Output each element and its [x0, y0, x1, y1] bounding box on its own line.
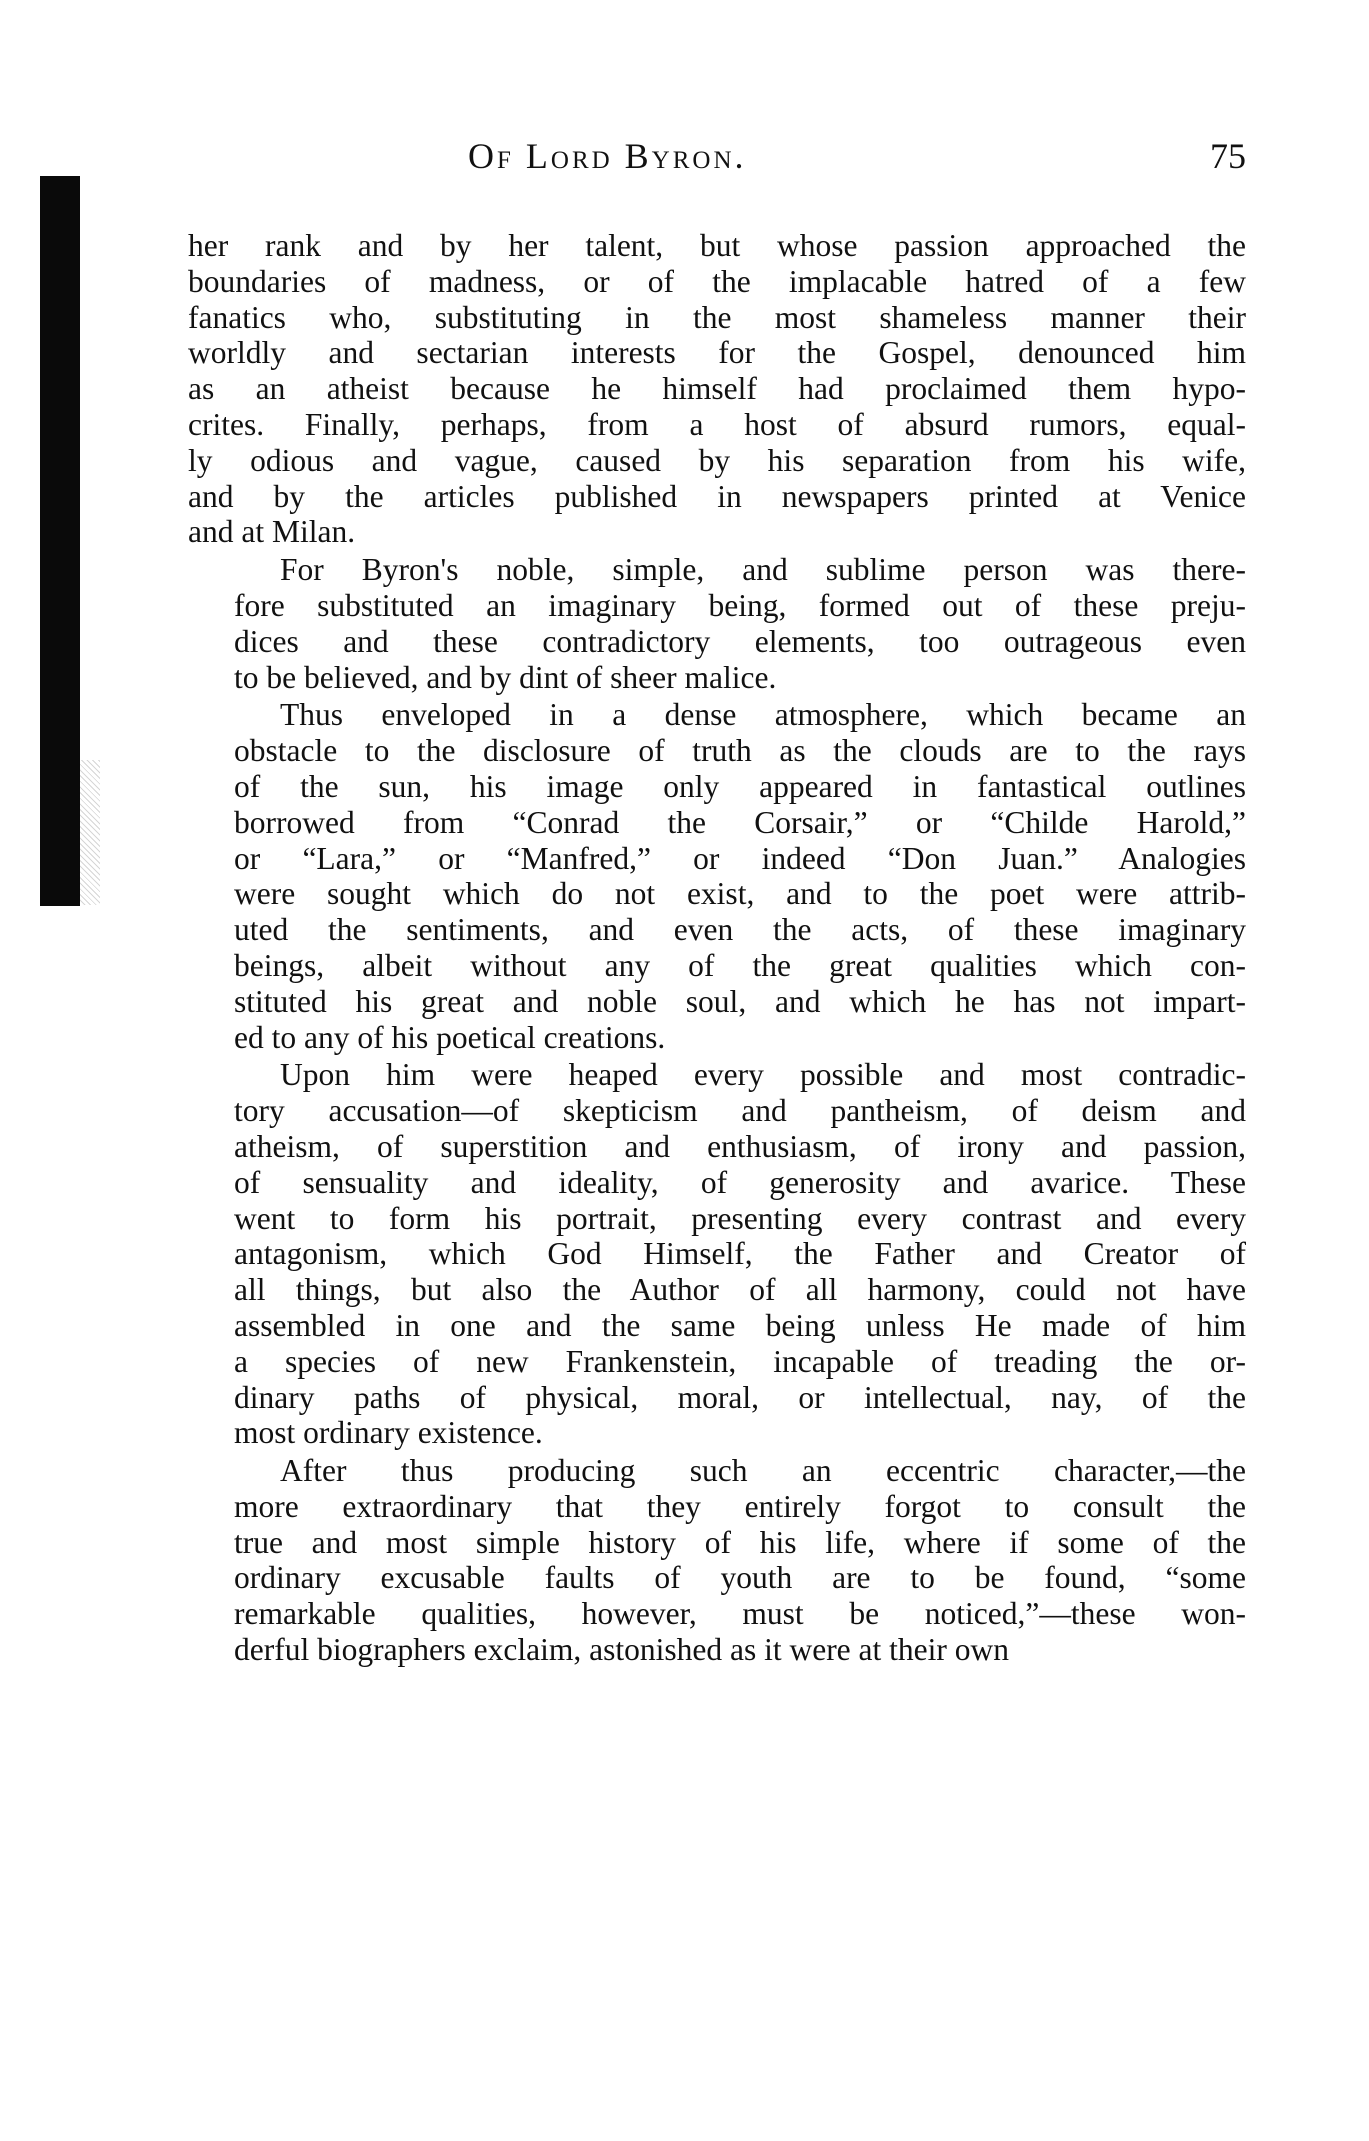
text-line: as an atheist because he himself had proclaimed them hypo-	[188, 371, 1246, 407]
running-title: Of Lord Byron.	[468, 136, 747, 176]
text-line: atheism, of superstition and enthusiasm, of irony and passion,	[234, 1128, 1246, 1164]
text-line: Thus enveloped in a dense atmosphere, which became an	[280, 697, 1246, 733]
text-line: ly odious and vague, caused by his separation from his wife,	[188, 442, 1246, 478]
text-line: fanatics who, substituting in the most shameless manner their	[188, 299, 1246, 335]
text-line: uted the sentiments, and even the acts, of these imaginary	[234, 912, 1246, 948]
page-header	[188, 135, 1246, 179]
text-line: were sought which do not exist, and to the poet were attrib-	[234, 876, 1246, 912]
text-line: beings, albeit without any of the great qualities which con-	[234, 947, 1246, 983]
text-line: of sensuality and ideality, of generosity and avarice. These	[234, 1164, 1246, 1200]
page-number: 75	[1210, 136, 1246, 176]
text-line: dices and these contradictory elements, too outrageous even	[234, 623, 1246, 659]
text-line: and by the articles published in newspapers printed at Venice	[188, 478, 1246, 514]
text-line: Upon him were heaped every possible and most contradic-	[280, 1057, 1246, 1093]
paragraph	[188, 1057, 1246, 1451]
text-line: borrowed from “Conrad the Corsair,” or “Childe Harold,”	[234, 804, 1246, 840]
text-line: obstacle to the disclosure of truth as the clouds are to the rays	[234, 733, 1246, 769]
text-line: to be believed, and by dint of sheer malice.	[234, 659, 777, 695]
text-line: true and most simple history of his life, where if some of the	[234, 1524, 1246, 1560]
text-line: derful biographers exclaim, astonished as it were at their own	[234, 1632, 1009, 1668]
text-line: stituted his great and noble soul, and which he has not impart-	[234, 983, 1246, 1019]
paragraph	[188, 552, 1246, 695]
text-line: worldly and sectarian interests for the Gospel, denounced him	[188, 335, 1246, 371]
text-line: boundaries of madness, or of the implacable hatred of a few	[188, 263, 1246, 299]
text-line: of the sun, his image only appeared in fantastical outlines	[234, 768, 1246, 804]
scan-binding-edge	[40, 176, 80, 906]
text-line: fore substituted an imaginary being, formed out of these preju-	[234, 587, 1246, 623]
text-line: crites. Finally, perhaps, from a host of absurd rumors, equal-	[188, 406, 1246, 442]
paragraph	[188, 228, 1246, 550]
text-line: tory accusation—of skepticism and pantheism, of deism and	[234, 1093, 1246, 1129]
text-line: her rank and by her talent, but whose passion approached the	[188, 228, 1246, 263]
text-line: or “Lara,” or “Manfred,” or indeed “Don Juan.” Analogies	[234, 840, 1246, 876]
text-line: For Byron's noble, simple, and sublime person was there-	[280, 552, 1246, 588]
text-line: ordinary excusable faults of youth are to be found, “some	[234, 1560, 1246, 1596]
text-line: ed to any of his poetical creations.	[234, 1019, 666, 1055]
text-line: and at Milan.	[188, 514, 356, 550]
page-body	[188, 228, 1246, 1670]
text-line: dinary paths of physical, moral, or intellectual, nay, of the	[234, 1379, 1246, 1415]
text-line: remarkable qualities, however, must be noticed,”—these won-	[234, 1596, 1246, 1632]
text-line: antagonism, which God Himself, the Father and Creator of	[234, 1236, 1246, 1272]
text-line: went to form his portrait, presenting every contrast and every	[234, 1200, 1246, 1236]
text-line: most ordinary existence.	[234, 1415, 543, 1451]
text-line: assembled in one and the same being unless He made of him	[234, 1307, 1246, 1343]
text-line: After thus producing such an eccentric character,—the	[280, 1453, 1246, 1489]
paragraph	[188, 1453, 1246, 1668]
paragraph	[188, 697, 1246, 1055]
text-line: all things, but also the Author of all harmony, could not have	[234, 1272, 1246, 1308]
scan-noise	[80, 760, 100, 905]
text-line: more extraordinary that they entirely forgot to consult the	[234, 1488, 1246, 1524]
text-line: a species of new Frankenstein, incapable of treading the or-	[234, 1343, 1246, 1379]
